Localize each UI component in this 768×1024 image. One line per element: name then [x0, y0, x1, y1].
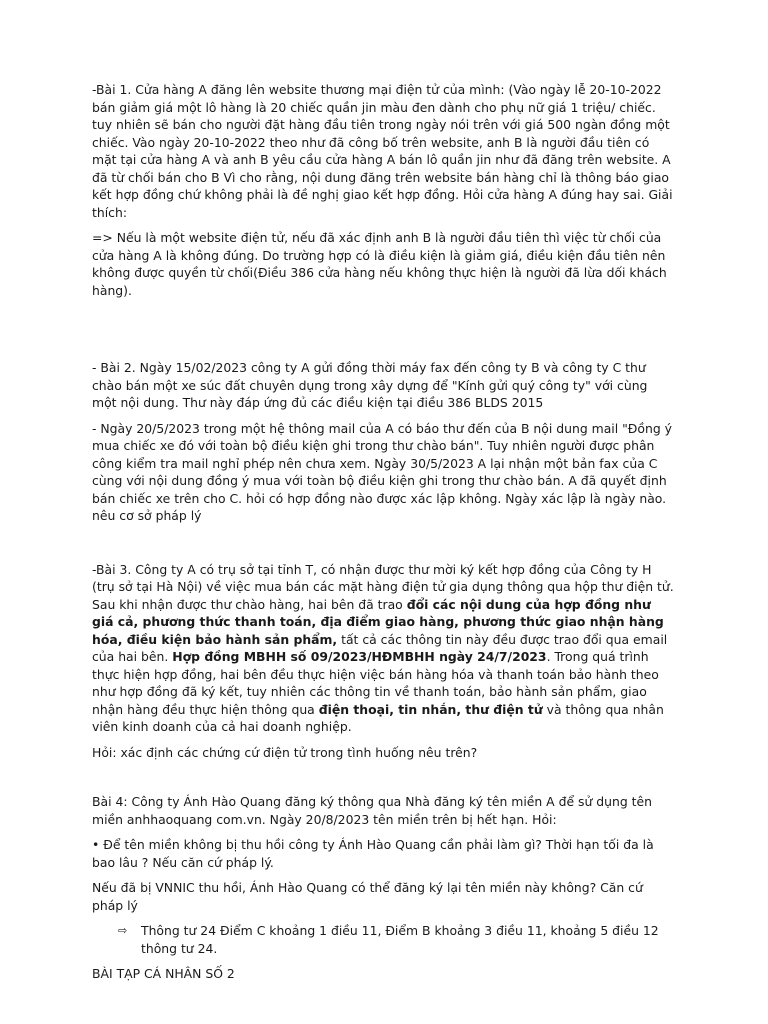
bai4-intro: Bài 4: Công ty Ánh Hào Quang đăng ký thông qua Nhà đăng ký tên miền A để sử dụng tên miền anhhaoquang com.vn. Ngày 20/8/2023 tên miền trên bị hết hạn. Hỏi: — [92, 794, 652, 827]
bai4-bullet: • Để tên miền không bị thu hồi công ty Ánh Hào Quang cần phải làm gì? Thời hạn tối đa là bao lâu ? Nếu căn cứ pháp lý. — [92, 837, 654, 870]
bai2-paragraph-2: - Ngày 20/5/2023 trong một hệ thông mail của A có báo thư đến của B nội dung mail "Đồng ý mua chiếc xe đó với toàn bộ điều kiện ghi trong thư chào bán". Tuy nhiên người được phân công kiểm tra mail nghỉ phép nên chưa xem. Ngày 30/5/2023 A lại nhận một bản fax của C cùng với nội dung đồng ý mua với toàn bộ điều kiện ghi trong thư chào bán. A đã quyết định bán chiếc xe trên cho C. hỏi có hợp đồng nào được xác lập không. Ngày xác lập là ngày nào. nêu cơ sở pháp lý — [92, 420, 672, 523]
bai3-text-3: . Trong quá trình thực hiện hợp đồng, hai bên đều thực hiện việc bán hàng hóa và thanh toán bảo hành theo như hợp đồng đã ký kết, tuy nhiên các thông tin về thanh toán, bảo hành sản phẩm, giao nhận hàng đều thực hiện thông qua — [92, 649, 659, 717]
spacer — [92, 307, 675, 359]
right-arrow-icon: ⇨ — [118, 924, 128, 937]
bai3-text-2: tất cả các thông tin này đều được trao đổi qua email của hai bên. — [92, 631, 668, 664]
bai4-question-2: Nếu đã bị VNNIC thu hồi, Ánh Hào Quang có thể đăng ký lại tên miền này không? Căn cứ pháp lý — [92, 880, 643, 913]
bai2-paragraph-1: - Bài 2. Ngày 15/02/2023 công ty A gửi đồng thời máy fax đến công ty B và công ty C thư chào bán một xe súc đất chuyên dụng trong xây dựng để "Kính gửi quý công ty" với cùng một nội dung. Thư này đáp ứng đủ các điều kiện tại điều 386 BLDS 2015 — [92, 360, 648, 410]
document-body — [92, 81, 675, 991]
spacer — [92, 769, 675, 793]
bai3-question: Hỏi: xác định các chứng cứ điện tử trong tình huống nêu trên? — [92, 744, 478, 760]
bai1-question: -Bài 1. Cửa hàng A đăng lên website thương mại điện tử của mình: (Vào ngày lễ 20-10-2022 bán giảm giá một lô hàng là 20 chiếc quần jin màu đen dành cho phụ nữ giá 1 triệu/ chiếc. tuy nhiên sẽ bán cho người đặt hàng đầu tiên trong ngày nói trên với giá 500 ngàn đồng một chiếc. Vào ngày 20-10-2022 theo như đã công bố trên website, anh B là người đầu tiên có mặt tại cửa hàng A và anh B yêu cầu cửa hàng A bán lô quần jin như đã đăng trên website. A đã từ chối bán cho B Vì cho rằng, nội dung đăng trên website bán hàng chỉ là thông báo giao kết hợp đồng chứ không phải là đề nghị giao kết hợp đồng. Hỏi cửa hàng A đúng hay sai. Giải thích: — [92, 82, 673, 220]
bai3-bold-1: đổi các nội dung của hợp đồng như giá cả, phương thức thanh toán, địa điểm giao hàng, phương thức giao nhận hàng hóa, điều kiện bảo hành sản phẩm, — [92, 596, 664, 647]
bai3-paragraph — [92, 561, 675, 736]
footer-heading: BÀI TẠP CÁ NHÂN SỐ 2 — [92, 966, 235, 981]
bai4-arrow-text: Thông tư 24 Điểm C khoảng 1 điều 11, Điểm B khoảng 3 điều 11, khoảng 5 điều 12 thông tư 24. — [141, 923, 659, 956]
bai3-text-1: -Bài 3. Công ty A có trụ sở tại tỉnh T, có nhận được thư mời ký kết hợp đồng của Công ty H (trụ sở tại Hà Nội) về việc mua bán các mặt hàng điện tử gia dụng thông qua hộp thư điện tử. Sau khi nhận được thư chào hàng, hai bên đã trao — [92, 561, 674, 612]
spacer — [92, 533, 675, 561]
bai4-arrow-item — [118, 922, 675, 957]
bai3-bold-2: Hợp đồng MBHH số 09/2023/HĐMBHH ngày 24/7/2023 — [172, 649, 547, 664]
bai3-bold-3: điện thoại, tin nhắn, thư điện tử — [318, 701, 543, 717]
bai3-text-4: và thông qua nhân viên kinh doanh của cả hai doanh nghiệp. — [92, 701, 664, 734]
bai1-answer: => Nếu là một website điện tử, nếu đã xác định anh B là người đầu tiên thì việc từ chối của cửa hàng A là không đúng. Do trường hợp có là điều kiện là giảm giá, điều kiện đầu tiên nên không được quyền từ chối(Điều 386 cửa hàng nếu không thực hiện là người đã lừa dối khách hàng). — [92, 230, 667, 298]
